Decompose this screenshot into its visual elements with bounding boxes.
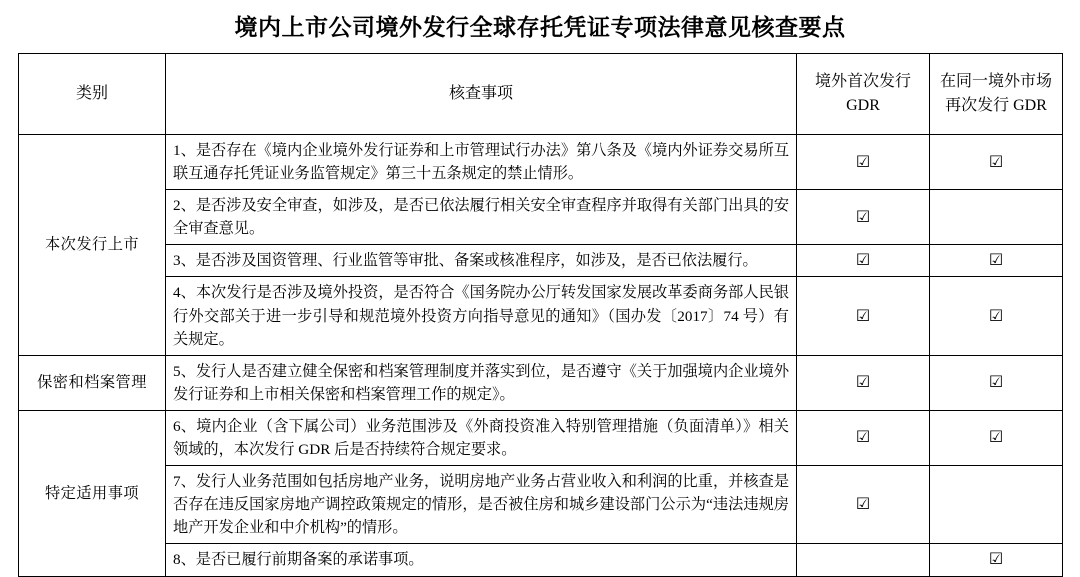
table-row xyxy=(19,466,1063,544)
column-header-category: 类别 xyxy=(19,54,166,135)
check-item-text: 3、是否涉及国资管理、行业监管等审批、备案或核准程序，如涉及，是否已依法履行。 xyxy=(166,245,797,277)
table-row xyxy=(19,355,1063,410)
check-item-text: 2、是否涉及安全审查，如涉及，是否已依法履行相关安全审查程序并取得有关部门出具的安全审查意见。 xyxy=(166,190,797,245)
checkbox-checked-icon: ☑ xyxy=(988,151,1004,171)
category-label-specific-matters: 特定适用事项 xyxy=(19,410,166,576)
checkbox-checked-icon: ☑ xyxy=(855,305,871,325)
check-item-text: 6、境内企业（含下属公司）业务范围涉及《外商投资准入特别管理措施（负面清单）》相关领域的，本次发行 GDR 后是否持续符合规定要求。 xyxy=(166,410,797,465)
table-row xyxy=(19,135,1063,190)
table-row xyxy=(19,410,1063,465)
checkbox-checked-icon: ☑ xyxy=(988,250,1004,270)
checkbox-checked-icon: ☑ xyxy=(988,549,1004,569)
column-header-again-same-market: 在同一境外市场再次发行 GDR xyxy=(930,54,1063,135)
column-header-first-overseas: 境外首次发行 GDR xyxy=(797,54,930,135)
checkbox-checked-icon: ☑ xyxy=(988,427,1004,447)
checklist-table xyxy=(18,53,1063,577)
checkbox-again-same-market xyxy=(930,466,1063,544)
checkbox-first-overseas xyxy=(797,410,930,465)
check-item-text: 4、本次发行是否涉及境外投资，是否符合《国务院办公厅转发国家发展改革委商务部人民银行外交部关于进一步引导和规范境外投资方向指导意见的通知》（国办发〔2017〕74 号）有关规定。 xyxy=(166,277,797,355)
checkbox-again-same-market xyxy=(930,410,1063,465)
checkbox-first-overseas xyxy=(797,277,930,355)
check-item-text: 5、发行人是否建立健全保密和档案管理制度并落实到位，是否遵守《关于加强境内企业境外发行证券和上市相关保密和档案管理工作的规定》。 xyxy=(166,355,797,410)
checkbox-first-overseas xyxy=(797,544,930,576)
checklist-table-wrapper xyxy=(0,53,1080,577)
checkbox-first-overseas xyxy=(797,135,930,190)
checkbox-again-same-market xyxy=(930,245,1063,277)
checkbox-first-overseas xyxy=(797,245,930,277)
checkbox-checked-icon: ☑ xyxy=(855,206,871,226)
check-item-text: 7、发行人业务范围如包括房地产业务，说明房地产业务占营业收入和利润的比重，并核查是否存在违反国家房地产调控政策规定的情形，是否被住房和城乡建设部门公示为“违法违规房地产开发企业和中介机构”的情形。 xyxy=(166,466,797,544)
checkbox-checked-icon: ☑ xyxy=(855,372,871,392)
checkbox-first-overseas xyxy=(797,190,930,245)
checkbox-checked-icon: ☑ xyxy=(855,250,871,270)
checkbox-again-same-market xyxy=(930,355,1063,410)
checkbox-checked-icon: ☑ xyxy=(988,372,1004,392)
checkbox-checked-icon: ☑ xyxy=(855,427,871,447)
checkbox-checked-icon: ☑ xyxy=(855,151,871,171)
page-title: 境内上市公司境外发行全球存托凭证专项法律意见核查要点 xyxy=(234,15,846,40)
checkbox-again-same-market xyxy=(930,190,1063,245)
table-header-row xyxy=(19,54,1063,135)
table-row xyxy=(19,190,1063,245)
checkbox-again-same-market xyxy=(930,277,1063,355)
table-row xyxy=(19,544,1063,576)
checkbox-checked-icon: ☑ xyxy=(988,305,1004,325)
category-label-issuance: 本次发行上市 xyxy=(19,135,166,356)
table-row xyxy=(19,277,1063,355)
checkbox-again-same-market xyxy=(930,544,1063,576)
checkbox-first-overseas xyxy=(797,466,930,544)
check-item-text: 8、是否已履行前期备案的承诺事项。 xyxy=(166,544,797,576)
checkbox-first-overseas xyxy=(797,355,930,410)
checkbox-again-same-market xyxy=(930,135,1063,190)
check-item-text: 1、是否存在《境内企业境外发行证券和上市管理试行办法》第八条及《境内外证券交易所互联互通存托凭证业务监管规定》第三十五条规定的禁止情形。 xyxy=(166,135,797,190)
column-header-item: 核查事项 xyxy=(166,54,797,135)
category-label-confidentiality: 保密和档案管理 xyxy=(19,355,166,410)
table-row xyxy=(19,245,1063,277)
checkbox-checked-icon: ☑ xyxy=(855,494,871,514)
